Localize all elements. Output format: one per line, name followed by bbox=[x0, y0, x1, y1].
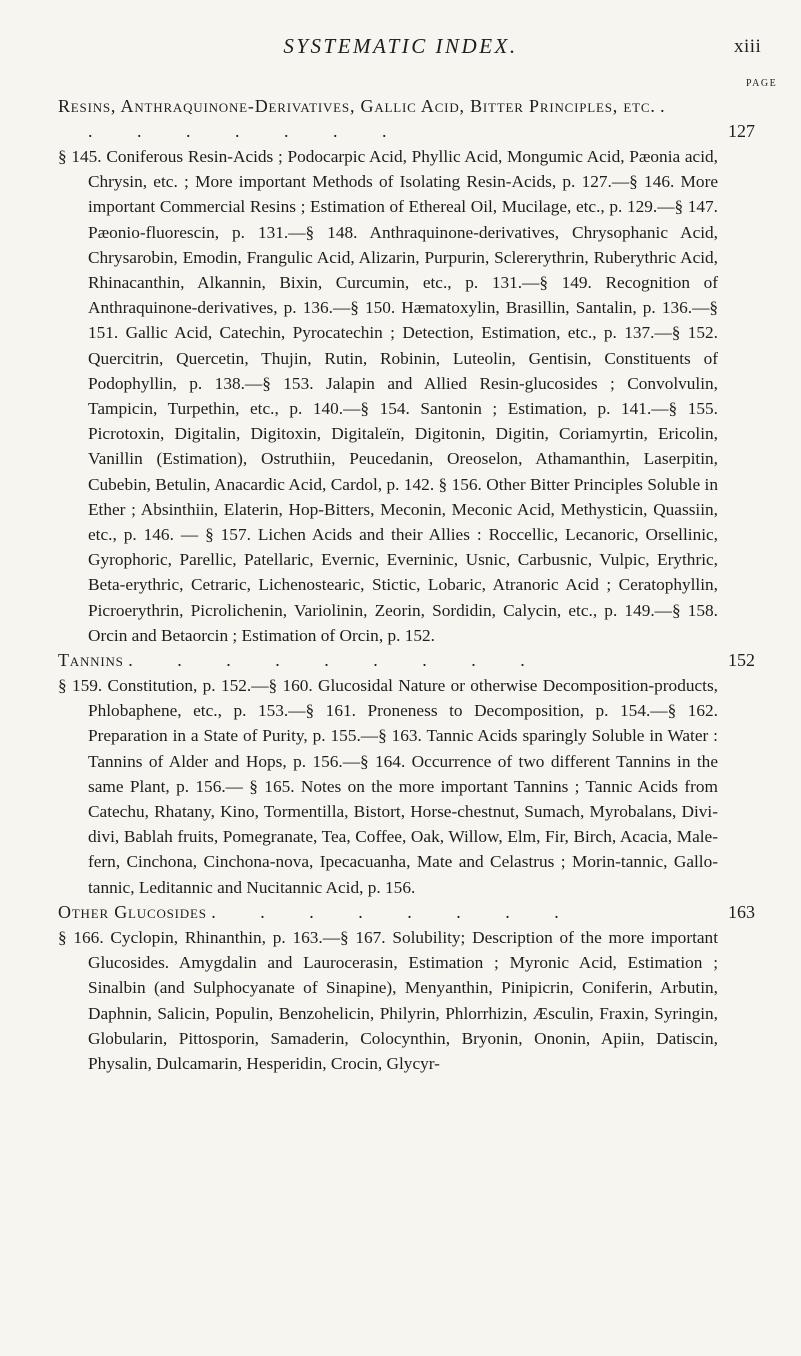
page-number: xiii bbox=[734, 36, 762, 57]
entry-heading: Resins, Anthraquinone-Derivatives, Gallic Acid, Bitter Principles, etc. bbox=[58, 96, 656, 116]
dot-leader: . . . . . . . . . bbox=[128, 650, 545, 671]
entry-body: § 145. Coniferous Resin-Acids ; Podocarpic Acid, Phyllic Acid, Mongumic Acid, Pæonia acid, Chrysin, etc. ; More important Methods of Isolating Resin-Acids, p. 127.—§ 146. More important Commercial Resins ; Estimation of Ethereal Oil, Mucilage, etc., p. 129.—§ 147. Pæonio-fluorescin, p. 131.—§ 148. Anthraquinone-derivatives, Chrysophanic Acid, Chrysarobin, Emodin, Frangulic Acid, Alizarin, Purpurin, Sclererythrin, Ruberythric Acid, Rhinacanthin, Alkannin, Bixin, Curcumin, etc., p. 131.—§ 149. Recognition of Anthraquinone-derivatives, p. 136.—§ 150. Hæmatoxylin, Brasillin, Santalin, p. 136.—§ 151. Gallic Acid, Catechin, Pyrocatechin ; Detection, Estimation, etc., p. 137.—§ 152. Quercitrin, Quercetin, Thujin, Rutin, Robinin, Luteolin, Gentisin, Constituents of Podophyllin, p. 138.—§ 153. Jalapin and Allied Resin-glucosides ; Convolvulin, Tampicin, Turpethin, etc., p. 140.—§ 154. Santonin ; Estimation, p. 141.—§ 155. Picrotoxin, Digitalin, Digitoxin, Digitaleïn, Digitonin, Digitin, Coriamyrtin, Ericolin, Vanillin (Estimation), Ostruthiin, Peucedanin, Oreoselon, Athamanthin, Laserpitin, Cubebin, Betulin, Anacardic Acid, Cardol, p. 142. § 156. Other Bitter Principles Soluble in Ether ; Absinthiin, Elaterin, Hop-Bitters, Meconin, Meconic Acid, Methysticin, Quassiin, etc., p. 146. — § 157. Lichen Acids and their Allies : Roccellic, Lecanoric, Orsellinic, Gyrophoric, Parellic, Patellaric, Evernic, Everninic, Usnic, Carbusnic, Vulpic, Erythric, Beta-erythric, Cetraric, Lichenostearic, Stictic, Lobaric, Atranoric Acid ; Ceratophyllin, Picroerythrin, Picrolichenin, Variolinin, Zeorin, Sordidin, Calycin, etc., p. 149.—§ 158. Orcin and Betaorcin ; Estimation of Orcin, p. 152. bbox=[58, 147, 718, 645]
dot-leader: . . . . . . . . bbox=[88, 96, 685, 141]
index-entries bbox=[58, 94, 758, 1076]
running-header-title: SYSTEMATIC INDEX. bbox=[283, 34, 518, 58]
index-entry-resins bbox=[58, 94, 758, 648]
index-entry-tannins bbox=[58, 648, 758, 900]
dot-leader: . . . . . . . . bbox=[211, 901, 579, 922]
page-column-label: PAGE bbox=[746, 78, 778, 89]
entry-heading-row: Resins, Anthraquinone-Derivatives, Gallic Acid, Bitter Principles, etc. . . . . . . . . 127 bbox=[58, 96, 755, 141]
entry-heading: Other Glucosides bbox=[58, 901, 207, 922]
entry-body: § 166. Cyclopin, Rhinanthin, p. 163.—§ 167. Solubility; Description of the more important Glucosides. Amygdalin and Laurocerasin, Estimation ; Myronic Acid, Estimation ; Sinalbin (and Sulphocyanate of Sinapine), Menyanthin, Pinipicrin, Coniferin, Arbutin, Daphnin, Salicin, Populin, Benzohelicin, Philyrin, Phlorrhizin, Æsculin, Fraxin, Syringin, Globularin, Pittosporin, Samaderin, Colocynthin, Bryonin, Ononin, Apiin, Datiscin, Physalin, Dulcamarin, Hesperidin, Crocin, Glycyr- bbox=[58, 927, 718, 1073]
entry-body: § 159. Constitution, p. 152.—§ 160. Glucosidal Nature or otherwise Decomposition-products, Phlobaphene, etc., p. 153.—§ 161. Proneness to Decomposition, p. 154.—§ 162. Preparation in a State of Purity, p. 155.—§ 163. Tannic Acids sparingly Soluble in Water : Tannins of Alder and Hops, p. 156.—§ 164. Occurrence of two different Tannins in the same Plant, p. 156.— § 165. Notes on the more important Tannins ; Tannic Acids from Catechu, Rhatany, Kino, Tormentilla, Bistort, Horse-chestnut, Sumach, Myrobalans, Divi-divi, Bablah fruits, Pomegranate, Tea, Coffee, Oak, Willow, Elm, Fir, Birch, Acacia, Male-fern, Cinchona, Cinchona-nova, Ipecacuanha, Mate and Celastrus ; Morin-tannic, Gallo-tannic, Leditannic and Nucitannic Acid, p. 156. bbox=[58, 676, 718, 897]
entry-heading: Tannins bbox=[58, 650, 124, 671]
entry-heading-row: Tannins . . . . . . . . . 152 bbox=[58, 650, 755, 671]
index-entry-other-glucosides bbox=[58, 900, 758, 1076]
entry-heading-row: Other Glucosides . . . . . . . . 163 bbox=[58, 901, 755, 922]
